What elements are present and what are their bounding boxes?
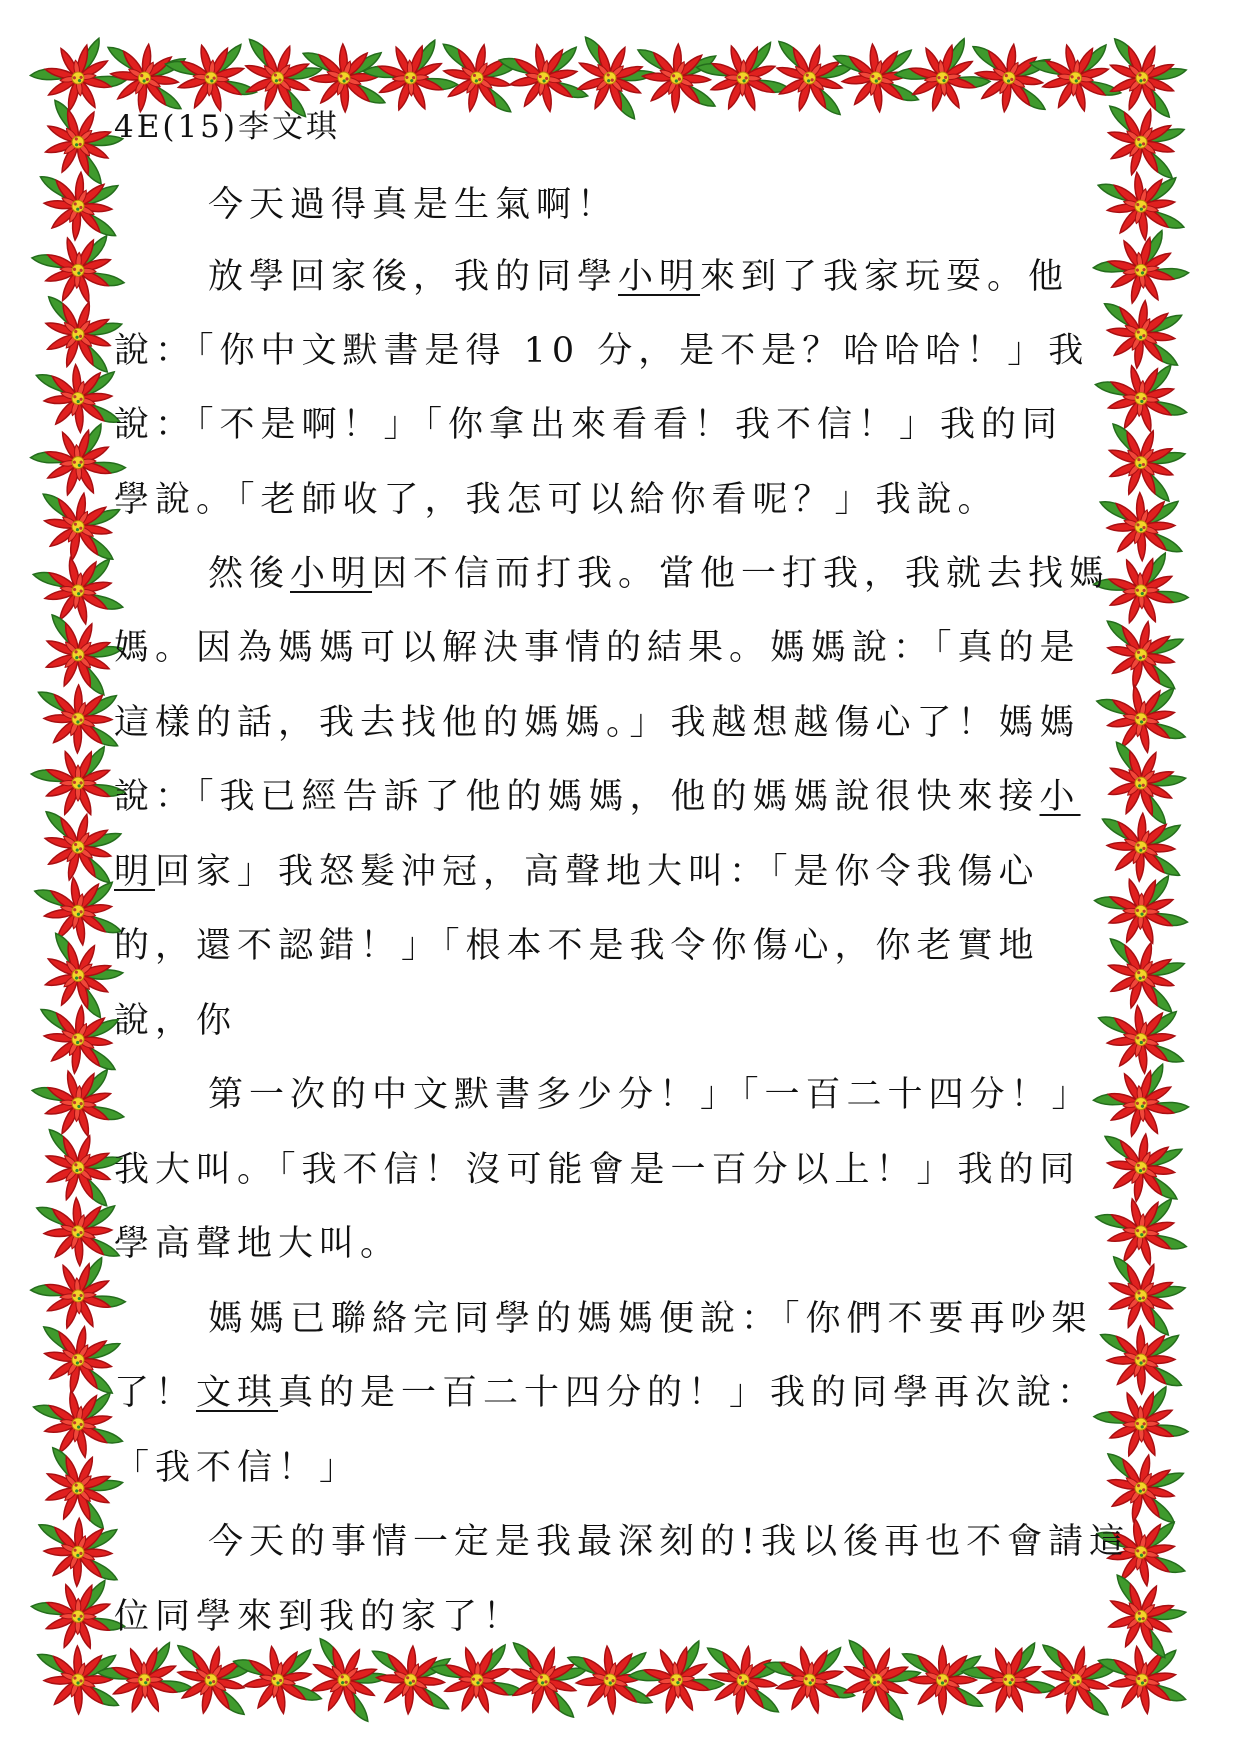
paragraph-3-line-5 [114, 852, 1040, 892]
paragraph-2-line-1 [208, 257, 1070, 297]
text-segment: 了！ [114, 1373, 197, 1413]
text-segment: 因不信而打我。當他一打我，我就去找媽 [372, 554, 1111, 594]
text-segment: 然後 [208, 554, 291, 594]
name-underlined: 明 [114, 852, 156, 892]
paragraph-4-line-2: 我大叫。「我不信！沒可能會是一百分以上！」我的同 [114, 1150, 1081, 1190]
author-line: 4E(15)李文琪 [114, 109, 340, 145]
paragraph-6-line-1: 今天的事情一定是我最深刻的!我以後再也不會請這 [208, 1522, 1131, 1562]
paragraph-2-line-4: 學說。「老師收了，我怎可以給你看呢？」我說。 [114, 480, 999, 520]
paragraph-3-line-3: 這樣的話，我去找他的媽媽。」我越想越傷心了！媽媽 [114, 703, 1081, 743]
paragraph-3-line-7: 說，你 [114, 1001, 238, 1041]
paragraph-3-line-2: 媽。因為媽媽可以解決事情的結果。媽媽說：「真的是 [114, 628, 1081, 668]
paragraph-2-line-3: 說：「不是啊！」「你拿出來看看！我不信！」我的同 [114, 405, 1064, 445]
paragraph-5-line-1: 媽媽已聯絡完同學的媽媽便說：「你們不要再吵架 [208, 1299, 1093, 1339]
text-segment: 放學回家後，我的同學 [208, 257, 619, 297]
paragraph-4-line-3: 學高聲地大叫。 [114, 1224, 402, 1264]
paragraph-4-line-1: 第一次的中文默書多少分！」「一百二十四分！」 [208, 1075, 1093, 1115]
name-underlined: 文琪 [196, 1373, 279, 1413]
paragraph-3-line-1 [208, 554, 1111, 594]
name-underlined: 小明 [618, 257, 701, 297]
text-segment: 說：「我已經告訴了他的媽媽，他的媽媽說很快來接 [114, 777, 1040, 817]
name-underlined: 小 [1039, 777, 1081, 817]
text-segment: 回家」我怒髮沖冠，高聲地大叫：「是你令我傷心 [155, 852, 1040, 892]
paragraph-5-line-3: 「我不信！」 [114, 1448, 361, 1488]
paragraph-3-line-4 [114, 777, 1081, 817]
paragraph-3-line-6: 的，還不認錯！」「根本不是我令你傷心，你老實地 [114, 926, 1040, 966]
paragraph-5-line-2 [114, 1373, 1099, 1413]
text-segment: 真的是一百二十四分的！」我的同學再次說： [278, 1373, 1099, 1413]
text-segment: 來到了我家玩耍。他 [700, 257, 1070, 297]
paragraph-6-line-2: 位同學來到我的家了！ [114, 1597, 525, 1637]
paragraph-1-line-1: 今天過得真是生氣啊！ [208, 185, 619, 225]
name-underlined: 小明 [290, 554, 373, 594]
paragraph-2-line-2: 說：「你中文默書是得 10 分，是不是？哈哈哈！」我 [114, 331, 1090, 371]
